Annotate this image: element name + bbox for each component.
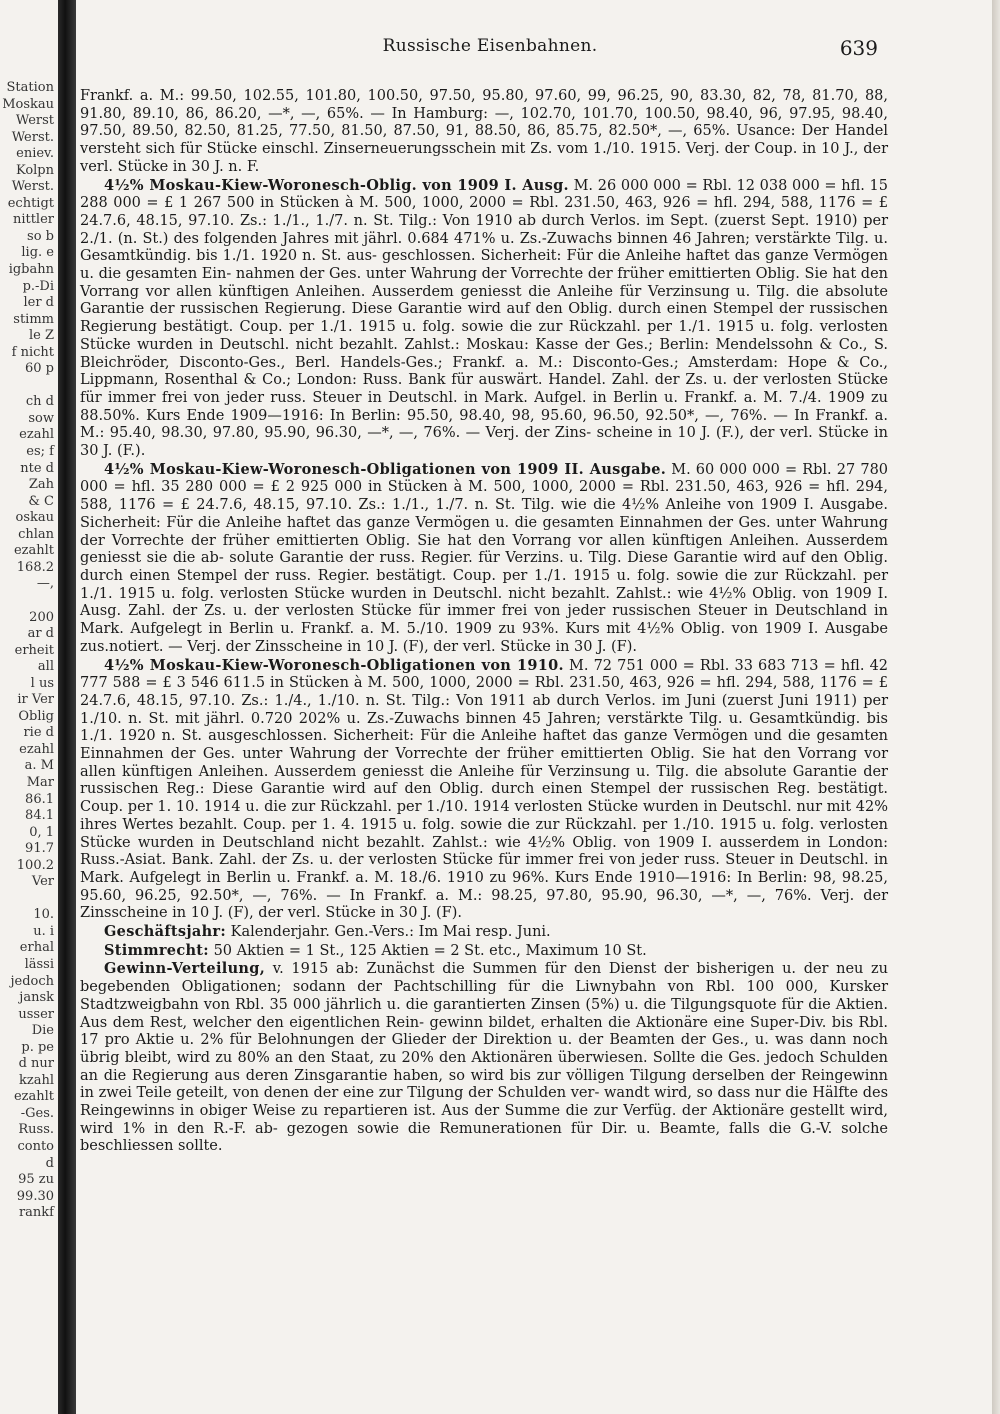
- text-line: durch einen Stempel der russ. Regier. bestätigt. Coup. per 1./1. 1915 u. folg. sowie die zur: [80, 567, 778, 584]
- margin-fragment: Ver: [31, 874, 54, 890]
- margin-fragment: kzahl: [18, 1072, 54, 1088]
- margin-fragment: stimm: [13, 311, 54, 327]
- margin-fragment: 84.1: [25, 808, 54, 824]
- margin-fragment: rie d: [23, 725, 54, 741]
- margin-fragment: 91.7: [25, 841, 54, 857]
- margin-fragment: a. M: [24, 758, 54, 774]
- margin-fragment: & C: [28, 493, 54, 509]
- margin-fragment: chlan: [18, 526, 54, 542]
- text-line: binnen 45 Jahren; verstärkte Tilg. u. Gesamtkündig. bis 1./1. 1920 n. St. ausgeschlossen.: [80, 710, 888, 745]
- text-line: 1. 4. 1915 u. folg. sowie die zur Rückzahl. per 1./10. 1915 u. folg. verlosten Stücke wurden: [80, 816, 888, 851]
- margin-fragment: ezahlt: [13, 1089, 54, 1105]
- text-line: Oblig. Sie hat den Vorrang vor allen künftigen Anleihen. Ausserdem geniesst sie die ab-: [80, 532, 888, 567]
- text-line: Handels-Ges.; Frankf. a. M.: Disconto-Ges.; Amsterdam: Hope & Co., Lippmann, Rosenthal: [80, 354, 889, 389]
- margin-fragment: 60 p: [25, 361, 54, 377]
- margin-fragment: so b: [27, 228, 54, 244]
- margin-fragment: ler d: [23, 295, 54, 311]
- text-line: geschlossen. Sicherheit: Für die Anleihe haftet das ganze Vermögen u. die gesamten Ein-: [80, 248, 889, 283]
- margin-fragment: ezahl: [19, 427, 54, 443]
- margin-fragment: —,: [36, 576, 54, 592]
- text-line: Verlos. im Juni (zuerst Juni 1911) per 1./10. n. St. mit jährl. 0.720 202% u. Zs.-Zuwachs: [80, 692, 889, 727]
- book-gutter-shadow: [58, 0, 76, 1414]
- margin-fragment: echtigt: [7, 195, 54, 211]
- margin-fragment: jedoch: [10, 973, 54, 989]
- margin-fragment: 168.2: [16, 559, 54, 575]
- margin-fragment: sow: [28, 410, 54, 426]
- text-line: 1909 zu 88.50%. Kurs Ende 1909—1916: In Berlin: 95.50, 98.40, 98, 95.60, 96.50, 92.50*, —,: [80, 389, 889, 424]
- text-line: solute Garantie der russ. Regier. für Verzins. u. Tilg. Diese Garantie wird auf den Oblig.: [229, 550, 889, 567]
- paragraph-heading: Gewinn-Verteilung,: [104, 960, 266, 978]
- margin-fragment: Werst.: [11, 129, 54, 145]
- paragraph-p1: [80, 177, 888, 461]
- margin-fragment: ezahl: [19, 741, 54, 757]
- paragraph-heading: Geschäftsjahr:: [104, 923, 227, 941]
- margin-fragment: d: [45, 1155, 54, 1171]
- running-header: [92, 36, 888, 56]
- text-line: Aus der Summe die zur Verfüg. der Aktionäre gestellt wird, wird 1% in den R.-F. ab-: [80, 1103, 888, 1137]
- paragraph-p6: [80, 960, 888, 1156]
- margin-fragment: nte d: [20, 460, 54, 476]
- text-line: — In Frankf. a. M.: 98.25, 97.80, 95.90, 96.30, —*, —, 76%. Verj. der Zinsscheine in 10 J. (F),: [80, 887, 889, 922]
- text-line: u. der neu zu begebenden Obligationen; sodann der Pachtschilling für die Liwnybahn von: [80, 961, 889, 996]
- text-line: in 10 J. (F), der verl. Stücke in 30 J. (F).: [347, 638, 637, 655]
- text-line: der Reingewinn in zwei Teile geteilt, von denen der eine zur Tilgung der Schulden ver-: [80, 1067, 889, 1102]
- margin-fragment: conto: [17, 1139, 54, 1154]
- text-line: Vorrang vor allen künftigen Anleihen. Ausserdem geniesst die Anleihe für Verzinsung u.: [80, 283, 751, 300]
- text-line: durch einen Stempel der russischen Regierung bestätigt. Coup. per 1./1. 1915 u. folg. sowie: [80, 301, 889, 336]
- margin-fragment: all: [37, 659, 54, 675]
- text-line: 1914 verlosten Stücke wurden in Deutschl. nur mit 42% ihres Wertes bezahlt. Coup. per: [80, 799, 888, 833]
- paragraph-p2: [80, 461, 888, 657]
- text-line: an die Regierung aus deren Zinsgarantie haben, so wird bis zur völligen Tilgung derselben: [80, 1067, 765, 1084]
- paragraph-p3: [80, 657, 888, 924]
- margin-fragment: [0, 593, 56, 610]
- paragraph-heading: 4½% Moskau-Kiew-Woronesch-Obligationen von 1910.: [104, 656, 564, 674]
- margin-fragment: Werst.: [11, 179, 54, 195]
- text-line: Rbl. 100 000, Kursker Stadtzweigbahn von Rbl. 35 000 jährlich u. die garantierten Zinsen: [80, 979, 888, 1013]
- margin-fragment: [0, 891, 56, 908]
- text-line: nahmen der Ges. unter Wahrung der Vorrechte der früher emittierten Oblig. Sie hat den: [235, 266, 888, 283]
- margin-fragment: eniev.: [16, 146, 54, 162]
- header-title: Russische Eisenbahnen.: [382, 36, 598, 56]
- text-line: & Co.; London: Russ. Bank für auswärt. Handel. Zahl. der Zs. u. der verlosten Stücke für: [80, 372, 889, 406]
- text-line: u. die gesamten Einnahmen der Ges. unter Wahrung der Vorrechte der früher emittierten: [80, 514, 889, 549]
- margin-fragment: lässi: [24, 956, 54, 972]
- paragraph-heading: Stimmrecht:: [104, 941, 209, 959]
- margin-fragment: jansk: [19, 990, 54, 1006]
- margin-fragment: le Z: [28, 328, 54, 344]
- text-line: M. 60 000 000 =: [671, 461, 798, 478]
- text-line: Verj. der Coup. in 10 J., der verl. Stücke in 30 J. n. F.: [80, 141, 888, 175]
- text-line: 98.40, 97.50, 89.50, 82.50, 81.25, 77.50, 81.50, 87.50, 91, 88.50, 86, 85.75, 82.50*, —, 65%. Usance:: [80, 105, 888, 140]
- margin-fragment: Oblig: [18, 708, 54, 724]
- text-line: die zur Rückzahl. per 1./1. 1915 u. folg. verlosten Stücke wurden in Deutschl. nicht bezahlt.: [80, 319, 889, 353]
- margin-fragment: lig. e: [21, 245, 54, 261]
- body-text: [80, 88, 888, 1156]
- text-line: hfl. 15 288 000 = £ 1 267 500 in Stücken à M. 500, 1000, 2000 = Rbl. 231.50, 463, 926 = hfl. 294,: [80, 177, 888, 212]
- text-line: 1910 zu 96%. Kurs Ende 1910—1916: In Berlin: 98, 98.25, 95.60, 96.25, 92.50*, —, 76%.: [80, 869, 888, 904]
- text-line: von jeder russ. Steuer in Deutschl. in Mark. Aufgelegt in Berlin u. Frankf. a. M. 18./6.: [80, 852, 889, 886]
- text-line: (5%) u. die Tilgungsquote für die Aktien. Aus dem Rest, welcher den eigentlichen Rein-: [80, 996, 888, 1031]
- margin-fragment: ar d: [27, 626, 54, 642]
- text-line: 50 Aktien = 1 St., 125 Aktien = 2 St. etc., Maximum 10 St.: [213, 942, 647, 959]
- margin-fragment: Die: [31, 1023, 54, 1039]
- text-line: scheine in 10 J. (F.), der verl. Stücke in 30 J. (F.).: [80, 425, 889, 460]
- margin-fragment: 10.: [33, 907, 54, 923]
- text-line: Der Handel versteht sich für Stücke einschl. Zinserneuerungsschein mit Zs. vom 1./10. 1915.: [80, 123, 888, 158]
- text-line: allen künftigen Anleihen. Ausserdem geniesst die Anleihe für Verzinsung u. Tilg. die: [80, 763, 718, 780]
- margin-fragment: -Ges.: [20, 1105, 54, 1121]
- text-line: der verl. Stücke in 30 J. (F).: [258, 905, 462, 922]
- text-line: hfl. 42 777 588 = £ 3 546 611.5 in Stücken à M. 500, 1000, 2000 = Rbl. 231.50, 463, 926 =: [80, 657, 889, 692]
- text-line: wandt wird, so dass nur die Hälfte des Reingewinns in obiger Weise zu repartieren ist.: [80, 1085, 889, 1120]
- margin-fragment: usser: [18, 1006, 54, 1022]
- margin-fragment: p.-Di: [22, 278, 54, 294]
- margin-fragment: 0, 1: [29, 824, 54, 840]
- text-line: wird zu 80% an den Staat, zu 20% den Aktionären überwiesen. Sollte die Ges. jedoch Schulden: [176, 1049, 889, 1066]
- margin-fragment: ir Ver: [17, 692, 54, 708]
- margin-fragment: [0, 378, 56, 395]
- margin-fragment: l us: [30, 675, 54, 691]
- page-number: 639: [839, 36, 878, 60]
- text-line: 76%. — In Frankf. a. M.: 95.40, 98.30, 97.80, 95.90, 96.30, —*, —, 76%. — Verj. der Zins-: [80, 407, 888, 442]
- text-line: sollte.: [178, 1138, 223, 1155]
- text-line: 463, 926 = hfl. 294, 588, 1176 = £ 24.7.6, 48.15, 97.10. Zs.: 1./1., 1./7. n. St. Tilg. wie die: [80, 479, 889, 514]
- text-line: 588, 1176 = £ 24.7.6, 48.15, 97.10. Zs.: 1./1., 1./7. n. St. Tilg.: Von 1910 ab durch Verlos.: [80, 195, 889, 229]
- text-line: Rbl. 27 780 000 = hfl. 35 280 000 = £ 2 925 000 in Stücken à M. 500, 1000, 2000 = Rbl. 231.50,: [80, 461, 889, 496]
- paragraph-p0: [80, 88, 888, 177]
- margin-fragment: 100.2: [16, 857, 54, 873]
- margin-fragment: Russ.: [18, 1122, 54, 1138]
- text-line: zu 93%. Kurs mit 4½% Oblig. von 1909 I. Ausgabe zus.notiert. — Verj. der Zinsscheine: [80, 621, 889, 655]
- text-line: Zahlst.: Moskau: Kasse der Ges.; Berlin: Mendelssohn & Co., S. Bleichröder, Disconto-Ges., Berl.: [80, 336, 888, 371]
- paragraph-p5: [80, 942, 888, 961]
- text-line: immer frei von jeder russ. Steuer in Deutschl. in Mark. Aufgel. in Berlin u. Frankf. a. M. 7./4.: [107, 389, 822, 406]
- text-line: Kalenderjahr. Gen.-Vers.: Im Mai resp. Juni.: [230, 924, 551, 941]
- margin-fragment: igbahn: [8, 262, 54, 278]
- text-line: Stempel der russischen Reg. bestätigt. Coup. per 1. 10. 1914 u. die zur Rückzahl. per 1./10.: [80, 781, 889, 816]
- margin-fragment: Station: [6, 80, 54, 95]
- margin-fragment: f nicht: [11, 344, 54, 360]
- text-line: Frankf. a. M.: 99.50, 102.55, 101.80, 100.50, 97.50, 95.80, 97.60, 99, 96.25, 90, 83.30, 82, 78, 81.70, 88,: [80, 88, 888, 104]
- text-line: gewinn bildet, erhalten die Aktionäre eine Super-Div. bis Rbl. 17 pro Aktie u. 2% für: [80, 1014, 889, 1049]
- margin-fragment: nittler: [12, 212, 54, 228]
- paragraph-heading: 4½% Moskau-Kiew-Woronesch-Obligationen von 1909 II. Ausgabe.: [104, 460, 667, 478]
- text-line: M. 26 000 000 = Rbl. 12 038 000 =: [573, 177, 837, 194]
- margin-fragment: oskau: [15, 510, 54, 526]
- text-line: Belohnungen der Glieder der Direktion u. der Beamten der Ges., u. was dann noch übrig bleibt,: [80, 1032, 888, 1066]
- margin-fragment: ch d: [25, 394, 54, 410]
- text-line: absolute Garantie der russischen Reg.: Diese Garantie wird auf den Oblig. durch einen: [80, 763, 888, 798]
- text-line: M. 72 751 000 = Rbl. 33 683 713 =: [569, 657, 836, 674]
- left-margin-fragments: [0, 80, 56, 1380]
- margin-fragment: 99.30: [16, 1188, 54, 1204]
- margin-fragment: erheit: [14, 642, 54, 658]
- text-line: im Sept. (zuerst Sept. 1910) per 2./1. (n. St.) des folgenden Jahres mit jährl. 0.684 471% u.: [80, 212, 889, 247]
- margin-fragment: Mar: [26, 774, 54, 790]
- text-line: v. 1915 ab: Zunächst die Summen für den Dienst der bisherigen: [272, 961, 775, 978]
- text-line: Sicherheit: Für die Anleihe haftet das ganze Vermögen und die gesamten Einnahmen der: [80, 728, 889, 763]
- text-line: Rückzahl. per 1./1. 1915 u. folg. verlosten Stücke wurden in Deutschl. nicht bezahlt. Zahlst.: wie: [80, 567, 889, 602]
- paragraph-p4: [80, 923, 888, 942]
- text-line: Tilg. die absolute Garantie der russischen Regierung. Diese Garantie wird auf den Oblig.: [80, 283, 888, 318]
- margin-fragment: 95 zu: [18, 1172, 54, 1188]
- margin-fragment: rankf: [18, 1205, 54, 1221]
- page-edge: [992, 0, 1000, 1414]
- margin-fragment: es; f: [26, 444, 54, 460]
- margin-fragment: 200: [29, 609, 54, 625]
- text-line: London: Russ.-Asiat. Bank. Zahl. der Zs. u. der verlosten Stücke für immer frei: [80, 834, 888, 869]
- margin-fragment: p. pe: [21, 1039, 54, 1055]
- margin-fragment: Zah: [28, 477, 54, 493]
- text-line: Ges. unter Wahrung der Vorrechte der früher emittierten Oblig. Sie hat den Vorrang vor: [202, 746, 889, 763]
- margin-fragment: Moskau: [2, 96, 54, 112]
- text-line: russischen Steuer in Deutschland in Mark. Aufgelegt in Berlin u. Frankf. a. M. 5./10. 1909: [80, 603, 889, 638]
- margin-fragment: u. i: [33, 923, 54, 939]
- text-line: 4½% Anleihe von 1909 I. Ausgabe. Sicherheit: Für die Anleihe haftet das ganze Vermögen: [80, 497, 889, 531]
- margin-fragment: ezahlt: [13, 543, 54, 559]
- text-line: hfl. 294, 588, 1176 = £ 24.7.6, 48.15, 97.10. Zs.: 1./4., 1./10. n. St. Tilg.: Von 1911 ab durch: [80, 675, 889, 709]
- text-line: Zs.-Zuwachs binnen 46 Jahren; verstärkte Tilg. u. Gesamtkündig. bis 1./1. 1920 n. St. aus-: [80, 230, 889, 265]
- margin-fragment: Kolpn: [15, 162, 54, 178]
- text-line: 91.80, 89.10, 86, 86.20, —*, —, 65%. — In Hamburg: —, 102.70, 101.70, 100.50, 98.40, 96, 97.95,: [80, 105, 836, 122]
- text-line: 4½% Oblig. von 1909 I. Ausg. Zahl. der Zs. u. der verlosten Stücke für immer frei von jeder: [80, 585, 889, 620]
- paragraph-heading: 4½% Moskau-Kiew-Woronesch-Oblig. von 1909 I. Ausg.: [104, 176, 569, 194]
- text-line: in Deutschland nicht bezahlt. Zahlst.: wie 4½% Oblig. von 1909 I. ausserdem in: [201, 834, 821, 851]
- margin-fragment: 86.1: [25, 791, 54, 807]
- margin-fragment: d nur: [18, 1056, 54, 1072]
- text-line: gezogen sowie die Remunerationen für Dir. u. Beamte, falls die G.-V. solche beschliessen: [80, 1120, 889, 1155]
- margin-fragment: erhal: [19, 940, 54, 956]
- margin-fragment: Werst: [15, 113, 54, 129]
